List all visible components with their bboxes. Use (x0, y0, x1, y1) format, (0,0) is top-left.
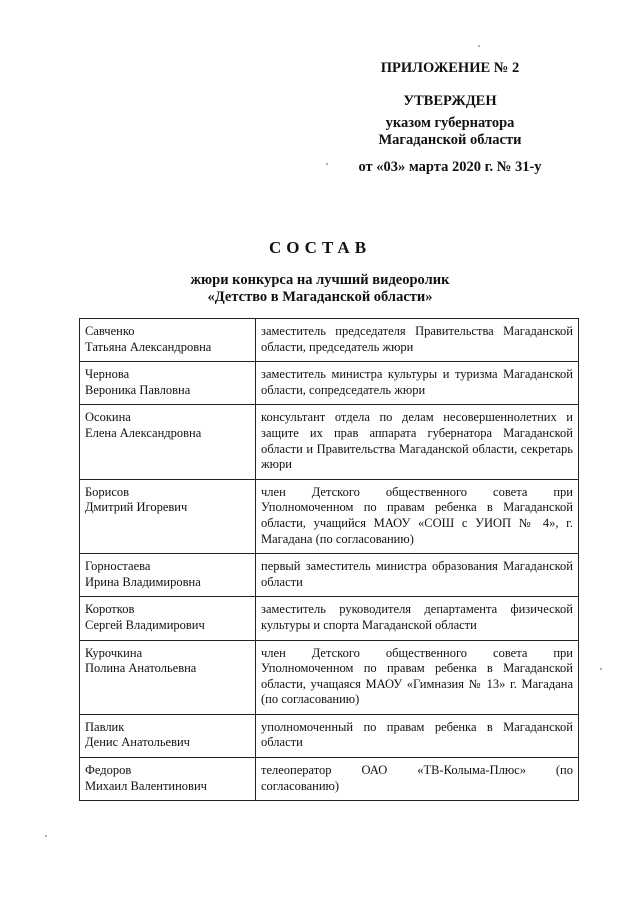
table-row (80, 640, 579, 714)
document-subtitle-line-1: жюри конкурса на лучший видеоролик (190, 272, 450, 288)
member-given-name: Елена Александровна (85, 425, 202, 440)
member-name-cell (80, 714, 256, 757)
table-row (80, 479, 579, 553)
member-role: консультант отдела по делам несовершеннолетних и защите их прав аппарата губернатора Магаданской области и Правительства Магаданской области, секретарь жюри (256, 405, 579, 479)
member-surname: Савченко (85, 324, 135, 338)
table-row (80, 597, 579, 640)
member-surname: Коротков (85, 602, 135, 617)
member-surname: Федоров (85, 763, 132, 778)
jury-members-table (79, 318, 579, 801)
member-name-cell (80, 640, 256, 714)
member-name-cell (80, 479, 256, 553)
member-surname: Осокина (85, 410, 131, 425)
member-name-cell (80, 362, 256, 405)
member-name-cell (80, 597, 256, 640)
member-given-name: Михаил Валентинович (85, 778, 207, 793)
scan-speck (45, 835, 47, 837)
member-surname: Горностаева (85, 559, 151, 574)
member-given-name: Ирина Владимировна (85, 574, 201, 589)
member-name-cell (80, 758, 256, 801)
document-title: СОСТАВ (268, 238, 372, 257)
member-name-cell (80, 405, 256, 479)
member-role: член Детского общественного совета при Уполномоченном по правам ребенка в Магаданской области, учащаяся МАОУ «Гимназия № 13» г. Магадана (по согласованию) (256, 640, 579, 714)
table-row (80, 758, 579, 801)
member-surname: Курочкина (85, 645, 143, 660)
member-role: заместитель руководителя департамента физической культуры и спорта Магаданской области (256, 597, 579, 640)
member-given-name: Дмитрий Игоревич (85, 500, 188, 515)
member-surname: Чернова (85, 367, 130, 382)
member-given-name: Сергей Владимирович (85, 617, 205, 632)
member-given-name: Денис Анатольевич (85, 735, 190, 750)
member-role: телеоператор ОАО «ТВ-Колыма-Плюс» (по согласованию) (256, 758, 579, 801)
approved-label: УТВЕРЖДЕН (403, 93, 497, 109)
scan-speck (326, 163, 328, 165)
table-row (80, 554, 579, 597)
member-role: уполномоченный по правам ребенка в Магаданской области (256, 714, 579, 757)
table-row (80, 362, 579, 405)
table-row (80, 319, 579, 362)
member-name-cell (80, 319, 256, 362)
table-row (80, 405, 579, 479)
member-surname: Борисов (85, 484, 130, 499)
member-given-name: Татьяна Александровна (85, 339, 212, 354)
decree-line-2: Магаданской области (378, 132, 522, 148)
member-role: первый заместитель министра образования Магаданской области (256, 554, 579, 597)
member-role: член Детского общественного совета при Уполномоченном по правам ребенка в Магаданской области, учащийся МАОУ «СОШ с УИОП № 4», г. Магадана (по согласованию) (256, 479, 579, 553)
decree-reference (300, 115, 600, 149)
appendix-label: ПРИЛОЖЕНИЕ № 2 (380, 60, 520, 76)
member-given-name: Полина Анатольевна (85, 661, 197, 676)
scan-speck (600, 668, 602, 670)
table-row (80, 714, 579, 757)
member-role: заместитель министра культуры и туризма Магаданской области, сопредседатель жюри (256, 362, 579, 405)
document-subtitle-line-2: «Детство в Магаданской области» (207, 289, 433, 305)
member-name-cell (80, 554, 256, 597)
scan-speck (478, 45, 480, 47)
member-surname: Павлик (85, 719, 125, 734)
member-role: заместитель председателя Правительства Магаданской области, председатель жюри (256, 319, 579, 362)
decree-line-1: указом губернатора (385, 115, 515, 131)
member-given-name: Вероника Павловна (85, 382, 191, 397)
decree-date: от «03» марта 2020 г. № 31-у (358, 159, 542, 175)
